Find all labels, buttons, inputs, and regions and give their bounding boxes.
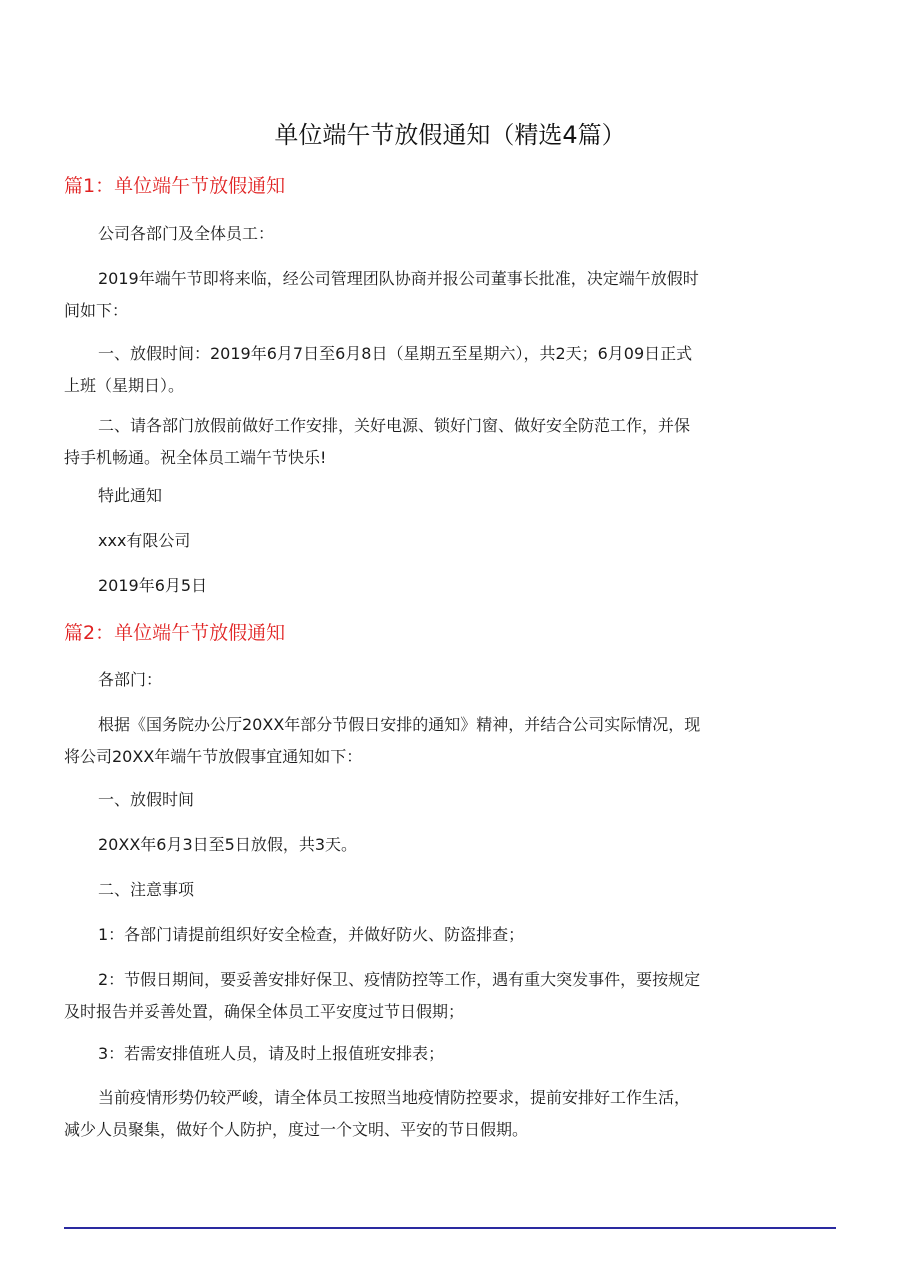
section-2-paragraph: 20XX年6月3日至5日放假，共3天。 <box>98 835 358 854</box>
section-2-paragraph: 各部门： <box>98 670 163 689</box>
section-2-paragraph: 二、注意事项 <box>98 880 195 899</box>
section-1-paragraph: xxx有限公司 <box>98 531 191 550</box>
section-2-paragraph: 2：节假日期间，要妥善安排好保卫、疫情防控等工作，遇有重大突发事件，要按规定及时报告并妥善处置，确保全体员工平安度过节日假期； <box>64 970 701 1021</box>
section-1-paragraph: 二、请各部门放假前做好工作安排，关好电源、锁好门窗、做好安全防范工作，并保持手机畅通。祝全体员工端午节快乐! <box>64 416 691 467</box>
footer-divider <box>64 1227 836 1229</box>
section-2-paragraph: 根据《国务院办公厅20XX年部分节假日安排的通知》精神，并结合公司实际情况，现将公司20XX年端午节放假事宜通知如下： <box>64 715 701 766</box>
section-1-paragraph: 2019年端午节即将来临，经公司管理团队协商并报公司董事长批准，决定端午放假时间如下： <box>64 269 699 320</box>
section-1-paragraph: 特此通知 <box>98 486 163 505</box>
section-2-paragraph: 一、放假时间 <box>98 790 195 809</box>
section-1-paragraph: 公司各部门及全体员工： <box>98 224 275 243</box>
section-2-heading: 篇2：单位端午节放假通知 <box>64 622 286 644</box>
document-page <box>64 0 836 1273</box>
section-1-paragraph: 2019年6月5日 <box>98 576 208 595</box>
section-2-paragraph: 1：各部门请提前组织好安全检查，并做好防火、防盗排查； <box>98 925 525 944</box>
section-1-heading: 篇1：单位端午节放假通知 <box>64 175 286 197</box>
section-2-paragraph: 当前疫情形势仍较严峻，请全体员工按照当地疫情防控要求，提前安排好工作生活，减少人员聚集，做好个人防护，度过一个文明、平安的节日假期。 <box>64 1088 691 1139</box>
document-title: 单位端午节放假通知（精选4篇） <box>274 121 626 149</box>
section-2-paragraph: 3：若需安排值班人员，请及时上报值班安排表； <box>98 1044 445 1063</box>
section-1-paragraph: 一、放假时间：2019年6月7日至6月8日（星期五至星期六），共2天；6月09日正式上班（星期日）。 <box>64 344 693 395</box>
